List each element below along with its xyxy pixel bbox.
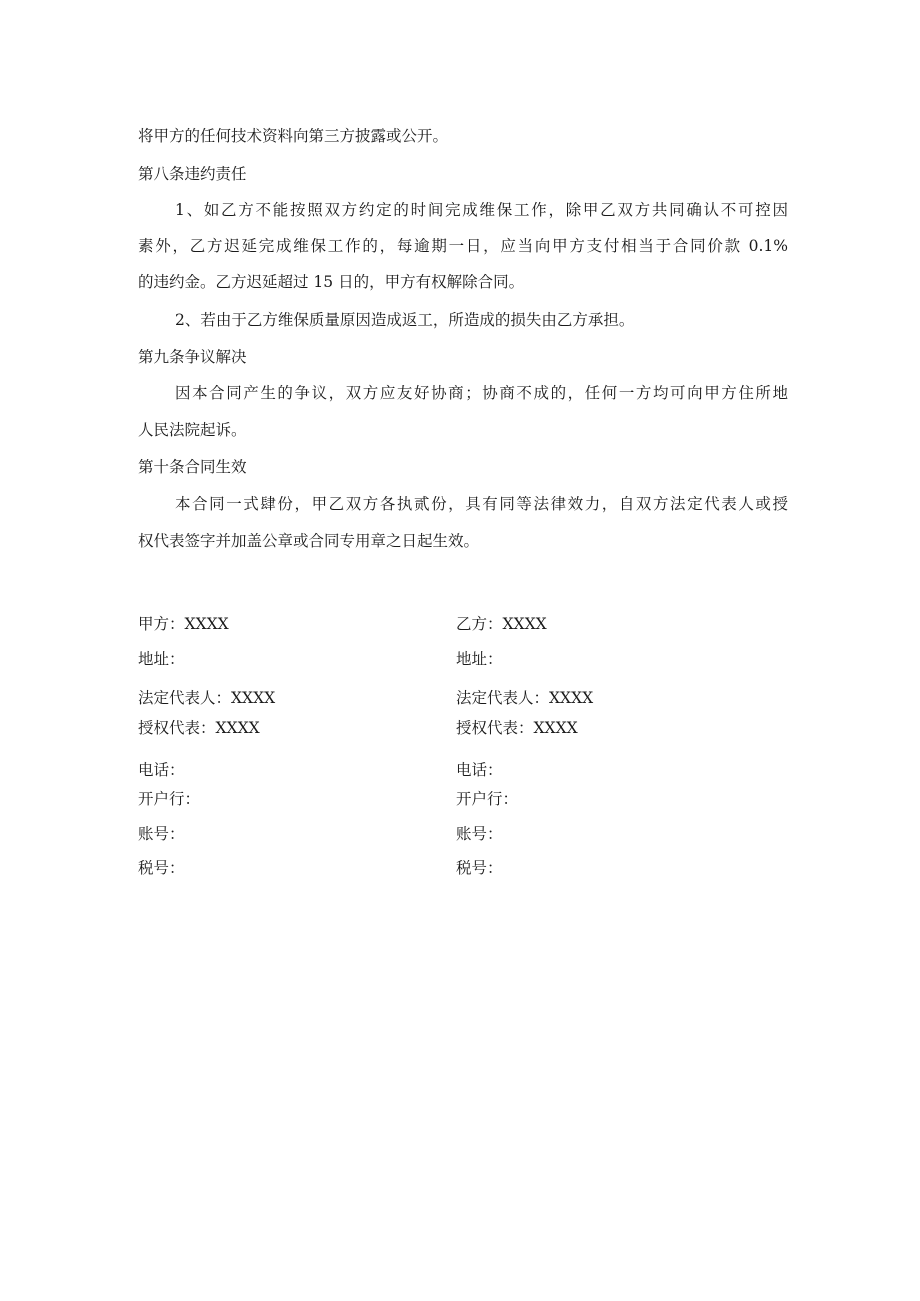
party-a-account: 账号： bbox=[138, 825, 185, 843]
article-9-title: 第九条争议解决 bbox=[138, 348, 247, 366]
party-a-name: 甲方：XXXX bbox=[138, 615, 229, 633]
party-a-tax-id: 税号： bbox=[138, 859, 185, 877]
party-b-legal-rep: 法定代表人：XXXX bbox=[456, 689, 594, 707]
article-9-line-1: 因本合同产生的争议，双方应友好协商；协商不成的，任何一方均可向甲方住所地 bbox=[175, 384, 788, 402]
article-8-clause-1-line-2: 素外，乙方迟延完成维保工作的，每逾期一日，应当向甲方支付相当于合同价款 0.1% bbox=[138, 237, 788, 255]
party-b-bank: 开户行： bbox=[456, 790, 519, 808]
party-b-name: 乙方：XXXX bbox=[456, 615, 547, 633]
party-a-bank: 开户行： bbox=[138, 790, 201, 808]
article-9-line-2: 人民法院起诉。 bbox=[138, 421, 247, 439]
paragraph-continuation: 将甲方的任何技术资料向第三方披露或公开。 bbox=[138, 127, 449, 145]
article-8-clause-1-line-3: 的违约金。乙方迟延超过 15 日的，甲方有权解除合同。 bbox=[138, 273, 525, 291]
party-a-auth-rep: 授权代表：XXXX bbox=[138, 719, 260, 737]
party-b-auth-rep: 授权代表：XXXX bbox=[456, 719, 578, 737]
article-8-clause-1-line-1: 1、如乙方不能按照双方约定的时间完成维保工作，除甲乙双方共同确认不可控因 bbox=[175, 201, 788, 219]
article-10-line-1: 本合同一式肆份，甲乙双方各执贰份，具有同等法律效力，自双方法定代表人或授 bbox=[175, 495, 788, 513]
party-a-address: 地址： bbox=[138, 650, 185, 668]
party-b-tax-id: 税号： bbox=[456, 859, 503, 877]
article-10-line-2: 权代表签字并加盖公章或合同专用章之日起生效。 bbox=[138, 532, 480, 550]
party-b-phone: 电话： bbox=[456, 761, 503, 779]
party-b-account: 账号： bbox=[456, 825, 503, 843]
article-8-clause-2: 2、若由于乙方维保质量原因造成返工，所造成的损失由乙方承担。 bbox=[175, 311, 635, 329]
article-8-title: 第八条违约责任 bbox=[138, 165, 247, 183]
article-10-title: 第十条合同生效 bbox=[138, 458, 247, 476]
party-b-address: 地址： bbox=[456, 650, 503, 668]
party-a-phone: 电话： bbox=[138, 761, 185, 779]
party-a-legal-rep: 法定代表人：XXXX bbox=[138, 689, 276, 707]
